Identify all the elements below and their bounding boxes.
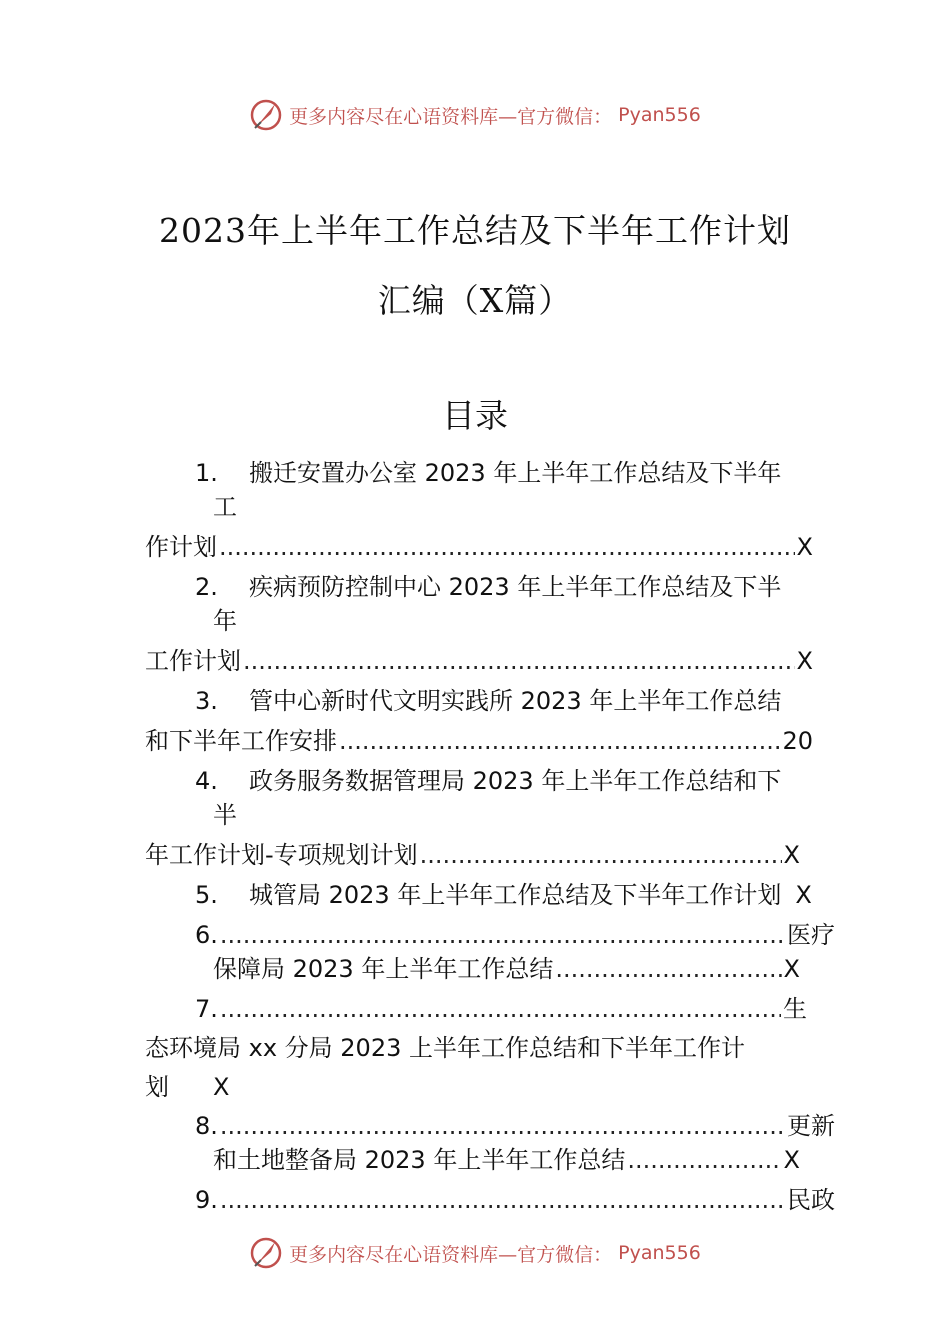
toc-entry-text: 搬迁安置办公室 2023 年上半年工作总结及下半年 bbox=[249, 459, 782, 487]
toc-entry-1-line1[interactable] bbox=[195, 456, 835, 490]
toc-entry-8-line2[interactable] bbox=[213, 1143, 800, 1177]
watermark-text: 更多内容尽在心语资料库—官方微信： bbox=[289, 1243, 613, 1266]
toc-entry-2-line1[interactable] bbox=[195, 570, 835, 604]
toc-page-number: X bbox=[783, 1146, 800, 1174]
toc-entry-number: 9. bbox=[195, 1186, 218, 1214]
toc-page-number: X bbox=[795, 881, 812, 909]
toc-entry-text: 保障局 2023 年上半年工作总结 bbox=[213, 955, 554, 983]
toc-page-number: X bbox=[213, 1073, 230, 1101]
toc-entry-6-line1[interactable] bbox=[195, 918, 835, 952]
toc-entry-number: 8. bbox=[195, 1112, 218, 1140]
toc-entry-2-line3[interactable] bbox=[145, 644, 813, 678]
watermark-wechat-id: Pyan556 bbox=[618, 1242, 701, 1264]
document-title-line2: 汇编（X篇） bbox=[377, 281, 573, 320]
toc-entry-7-line3[interactable] bbox=[145, 1070, 229, 1104]
toc-page-number: X bbox=[783, 841, 800, 869]
toc-entry-text: 作计划 bbox=[145, 533, 217, 561]
toc-entry-number: 4. bbox=[195, 767, 218, 795]
toc-entry-text: 城管局 2023 年上半年工作总结及下半年工作计划 bbox=[249, 881, 782, 909]
toc-leader-dots bbox=[220, 992, 781, 1026]
toc-page-number: X bbox=[783, 955, 800, 983]
toc-leader-dots bbox=[627, 1143, 781, 1177]
toc-entry-number: 5. bbox=[195, 881, 218, 909]
toc-entry-number: 3. bbox=[195, 687, 218, 715]
toc-entry-4-line3[interactable] bbox=[145, 838, 800, 872]
toc-entry-text: 和土地整备局 2023 年上半年工作总结 bbox=[213, 1146, 626, 1174]
toc-leader-dots bbox=[220, 918, 785, 952]
toc-entry-text: 管中心新时代文明实践所 2023 年上半年工作总结 bbox=[249, 687, 782, 715]
toc-entry-number: 2. bbox=[195, 573, 218, 601]
toc-entry-1-line2: 工 bbox=[213, 493, 237, 521]
toc-entry-text: 更新 bbox=[787, 1112, 835, 1140]
toc-entry-text: 民政 bbox=[787, 1186, 835, 1214]
toc-entry-1-line3[interactable] bbox=[145, 530, 813, 564]
toc-leader-dots bbox=[420, 838, 782, 872]
toc-leader-dots bbox=[219, 530, 795, 564]
toc-entry-text: 工作计划 bbox=[145, 647, 241, 675]
toc-entry-text: 和下半年工作安排 bbox=[145, 727, 337, 755]
toc-leader-dots bbox=[220, 1109, 785, 1143]
toc-entry-3-line2[interactable] bbox=[145, 724, 813, 758]
toc-entry-text: 划 bbox=[145, 1073, 169, 1101]
toc-entry-8-line1[interactable] bbox=[195, 1109, 835, 1143]
watermark-footer bbox=[0, 1233, 950, 1273]
toc-entry-number: 7. bbox=[195, 995, 218, 1023]
toc-entry-4-line1[interactable] bbox=[195, 764, 835, 798]
toc-page-number: X bbox=[796, 647, 813, 675]
toc-entry-text: 政务服务数据管理局 2023 年上半年工作总结和下 bbox=[249, 767, 782, 795]
toc-entry-4-line2: 半 bbox=[213, 801, 237, 829]
toc-entry-text: 年工作计划-专项规划计划 bbox=[145, 841, 418, 869]
toc-entry-7-line2: 态环境局 xx 分局 2023 上半年工作总结和下半年工作计 bbox=[145, 1034, 745, 1062]
toc-entry-number: 6. bbox=[195, 921, 218, 949]
watermark-header bbox=[0, 95, 950, 135]
toc-entry-number: 1. bbox=[195, 459, 218, 487]
watermark-text: 更多内容尽在心语资料库—官方微信： bbox=[289, 105, 613, 128]
toc-entry-9-line1[interactable] bbox=[195, 1183, 835, 1217]
toc-entry-text: 疾病预防控制中心 2023 年上半年工作总结及下半 bbox=[249, 573, 782, 601]
quill-pen-logo-icon bbox=[249, 98, 283, 132]
toc-entry-2-line2: 年 bbox=[213, 607, 237, 635]
toc-leader-dots bbox=[339, 724, 780, 758]
toc-entry-text: 医疗 bbox=[787, 921, 835, 949]
toc-entry-text: 生 bbox=[783, 995, 807, 1023]
toc-leader-dots bbox=[555, 952, 781, 986]
toc-entry-6-line2[interactable] bbox=[213, 952, 800, 986]
toc-leader-dots bbox=[243, 644, 795, 678]
watermark-wechat-id: Pyan556 bbox=[618, 104, 701, 126]
toc-page-number: X bbox=[796, 533, 813, 561]
toc-leader-dots bbox=[220, 1183, 785, 1217]
quill-pen-logo-icon bbox=[249, 1236, 283, 1270]
toc-entry-5[interactable] bbox=[195, 878, 845, 912]
toc-entry-7-line1[interactable] bbox=[195, 992, 807, 1026]
document-title-line1: 2023年上半年工作总结及下半年工作计划 bbox=[159, 211, 791, 250]
toc-entry-3-line1[interactable] bbox=[195, 684, 835, 718]
toc-page-number: 20 bbox=[782, 727, 813, 755]
toc-heading: 目录 bbox=[442, 396, 508, 435]
